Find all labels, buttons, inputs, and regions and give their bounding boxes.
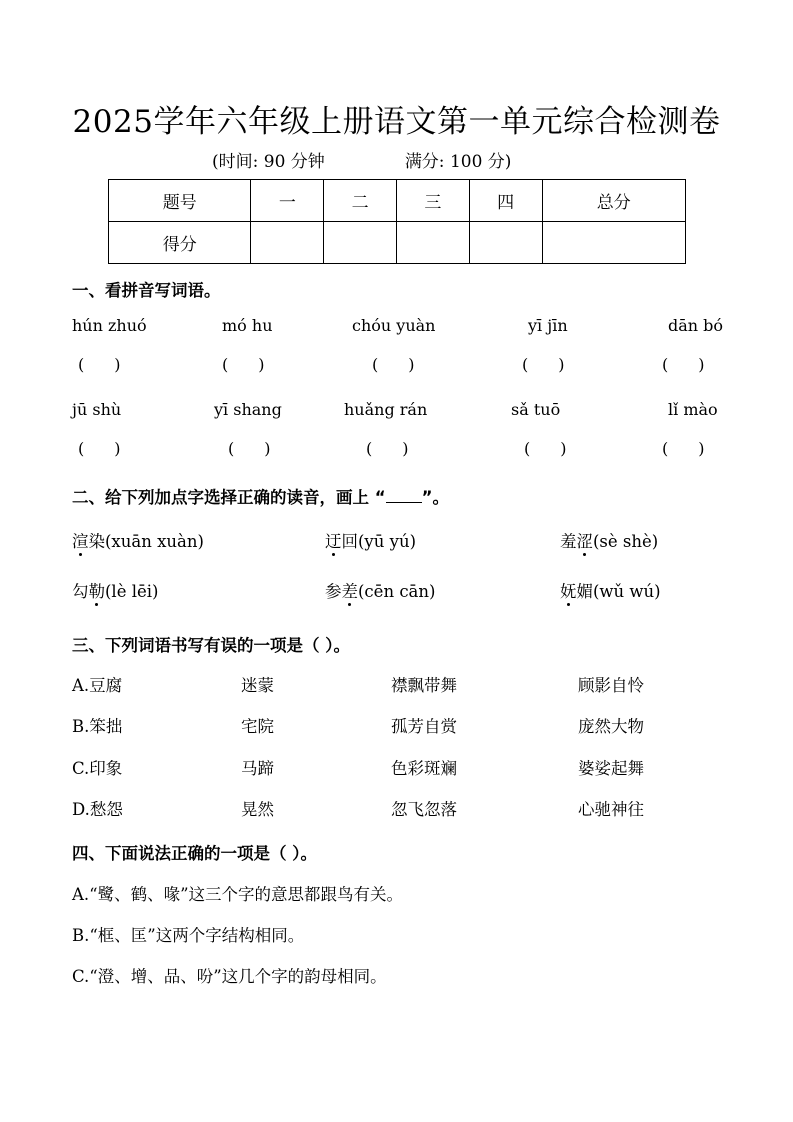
pinyin-item: hún zhuó: [72, 316, 147, 335]
paren-left: (: [78, 355, 85, 374]
dotted-character: 涩: [576, 532, 593, 551]
reading-options: (wǔ wú): [593, 582, 661, 601]
score-table-header-cell: 一: [251, 180, 324, 222]
reading-item[interactable]: [325, 578, 435, 602]
option-c-word-3: 色彩斑斓: [391, 759, 457, 778]
paren-left: (: [662, 439, 669, 458]
reading-item[interactable]: [560, 578, 661, 602]
paren-right: ): [264, 439, 271, 458]
reading-item[interactable]: [72, 578, 158, 602]
answer-blank[interactable]: [366, 439, 409, 458]
option-a[interactable]: A.“鹭、鹤、喙”这三个字的意思都跟鸟有关。: [72, 885, 404, 904]
paren-right: ): [114, 439, 121, 458]
pinyin-item: jū shù: [72, 400, 122, 419]
page-title: 2025学年六年级上册语文第一单元综合检测卷: [72, 104, 721, 140]
option-a-word-3: 襟飘带舞: [391, 676, 457, 695]
exam-info: [212, 147, 511, 172]
paren-right: ): [560, 439, 567, 458]
section2-heading: [72, 484, 449, 508]
pinyin-item: chóu yuàn: [352, 316, 436, 335]
paren-right: ): [558, 355, 565, 374]
option-d-word-3: 忽飞忽落: [391, 800, 457, 819]
answer-blank[interactable]: [524, 439, 567, 458]
score-row-label: 得分: [109, 222, 251, 264]
score-table-score-row: [109, 222, 686, 264]
paren-left: (: [366, 439, 373, 458]
word-rest: 媚: [576, 582, 593, 601]
score-table-header-row: [109, 180, 686, 222]
option-c[interactable]: C.“澄、增、品、吩”这几个字的韵母相同。: [72, 967, 387, 986]
answer-blank[interactable]: [222, 355, 265, 374]
option-b[interactable]: B.“框、匡”这两个字结构相同。: [72, 926, 305, 945]
pinyin-item: sǎ tuō: [511, 400, 561, 419]
dotted-character: 妩: [560, 582, 577, 601]
reading-options: (xuān xuàn): [105, 532, 204, 551]
paren-left: (: [78, 439, 85, 458]
dotted-character: 差: [341, 582, 358, 601]
option-a-word-2: 迷蒙: [241, 676, 274, 695]
option-a-word-4: 顾影自怜: [578, 676, 644, 695]
option-c-word-2: 马蹄: [241, 759, 274, 778]
score-table-header-cell: 二: [324, 180, 397, 222]
paren-left: (: [524, 439, 531, 458]
option-a-word-1[interactable]: A.豆腐: [72, 676, 123, 695]
paren-left: (: [522, 355, 529, 374]
answer-blank[interactable]: [662, 355, 705, 374]
pinyin-item: mó hu: [222, 316, 273, 335]
reading-options: (cēn cān): [358, 582, 436, 601]
answer-blank[interactable]: [78, 439, 121, 458]
paren-left: (: [228, 439, 235, 458]
option-d-word-4: 心驰神往: [578, 800, 644, 819]
pinyin-item: yī shang: [214, 400, 282, 419]
paren-left: (: [662, 355, 669, 374]
reading-options: (yū yú): [358, 532, 417, 551]
dotted-character: 勒: [88, 582, 105, 601]
section2-heading-end: ”。: [421, 488, 449, 507]
word-start: 参: [325, 582, 342, 601]
section3-heading: 三、下列词语书写有误的一项是（ ）。: [72, 636, 350, 655]
option-b-word-1[interactable]: B.笨拙: [72, 717, 123, 736]
option-b-word-2: 宅院: [241, 717, 274, 736]
underline-blank: [386, 488, 422, 503]
time-limit: (时间: 90 分钟: [212, 152, 325, 172]
option-b-word-3: 孤芳自赏: [391, 717, 457, 736]
dotted-character: 迂: [325, 532, 342, 551]
paren-right: ): [402, 439, 409, 458]
score-cell[interactable]: [469, 222, 542, 264]
dotted-character: 渲: [72, 532, 89, 551]
paren-right: ): [698, 439, 705, 458]
option-c-word-1[interactable]: C.印象: [72, 759, 123, 778]
score-table-header-cell: 四: [469, 180, 542, 222]
score-cell[interactable]: [251, 222, 324, 264]
reading-item[interactable]: [72, 528, 204, 552]
paren-right: ): [698, 355, 705, 374]
word-start: 羞: [560, 532, 577, 551]
score-cell[interactable]: [324, 222, 397, 264]
full-score: 满分: 100 分): [404, 152, 512, 172]
pinyin-item: huǎng rán: [344, 400, 428, 419]
pinyin-item: dān bó: [668, 316, 724, 335]
option-c-word-4: 婆娑起舞: [578, 759, 644, 778]
answer-blank[interactable]: [228, 439, 271, 458]
score-cell[interactable]: [542, 222, 685, 264]
answer-blank[interactable]: [522, 355, 565, 374]
pinyin-item: yī jīn: [528, 316, 568, 335]
option-d-word-1[interactable]: D.愁怨: [72, 800, 123, 819]
reading-item[interactable]: [325, 528, 416, 552]
reading-options: (lè lēi): [105, 582, 159, 601]
section4-heading: 四、下面说法正确的一项是（ ）。: [72, 844, 317, 863]
section1-heading: 一、看拼音写词语。: [72, 281, 221, 300]
section2-heading-text: 二、给下列加点字选择正确的读音，画上 “: [72, 488, 386, 507]
paren-right: ): [258, 355, 265, 374]
score-table-header-cell: 三: [397, 180, 470, 222]
score-table-header-cell: 总分: [542, 180, 685, 222]
score-table-header-cell: 题号: [109, 180, 251, 222]
paren-right: ): [114, 355, 121, 374]
reading-options: (sè shè): [593, 532, 659, 551]
score-table: [108, 179, 686, 264]
reading-item[interactable]: [560, 528, 658, 552]
option-d-word-2: 晃然: [241, 800, 274, 819]
word-start: 勾: [72, 582, 89, 601]
word-rest: 染: [88, 532, 105, 551]
pinyin-item: lǐ mào: [668, 400, 718, 419]
paren-left: (: [222, 355, 229, 374]
answer-blank[interactable]: [78, 355, 121, 374]
paren-right: ): [408, 355, 415, 374]
answer-blank[interactable]: [662, 439, 705, 458]
word-rest: 回: [341, 532, 358, 551]
paren-left: (: [372, 355, 379, 374]
score-cell[interactable]: [397, 222, 470, 264]
option-b-word-4: 庞然大物: [578, 717, 644, 736]
answer-blank[interactable]: [372, 355, 415, 374]
